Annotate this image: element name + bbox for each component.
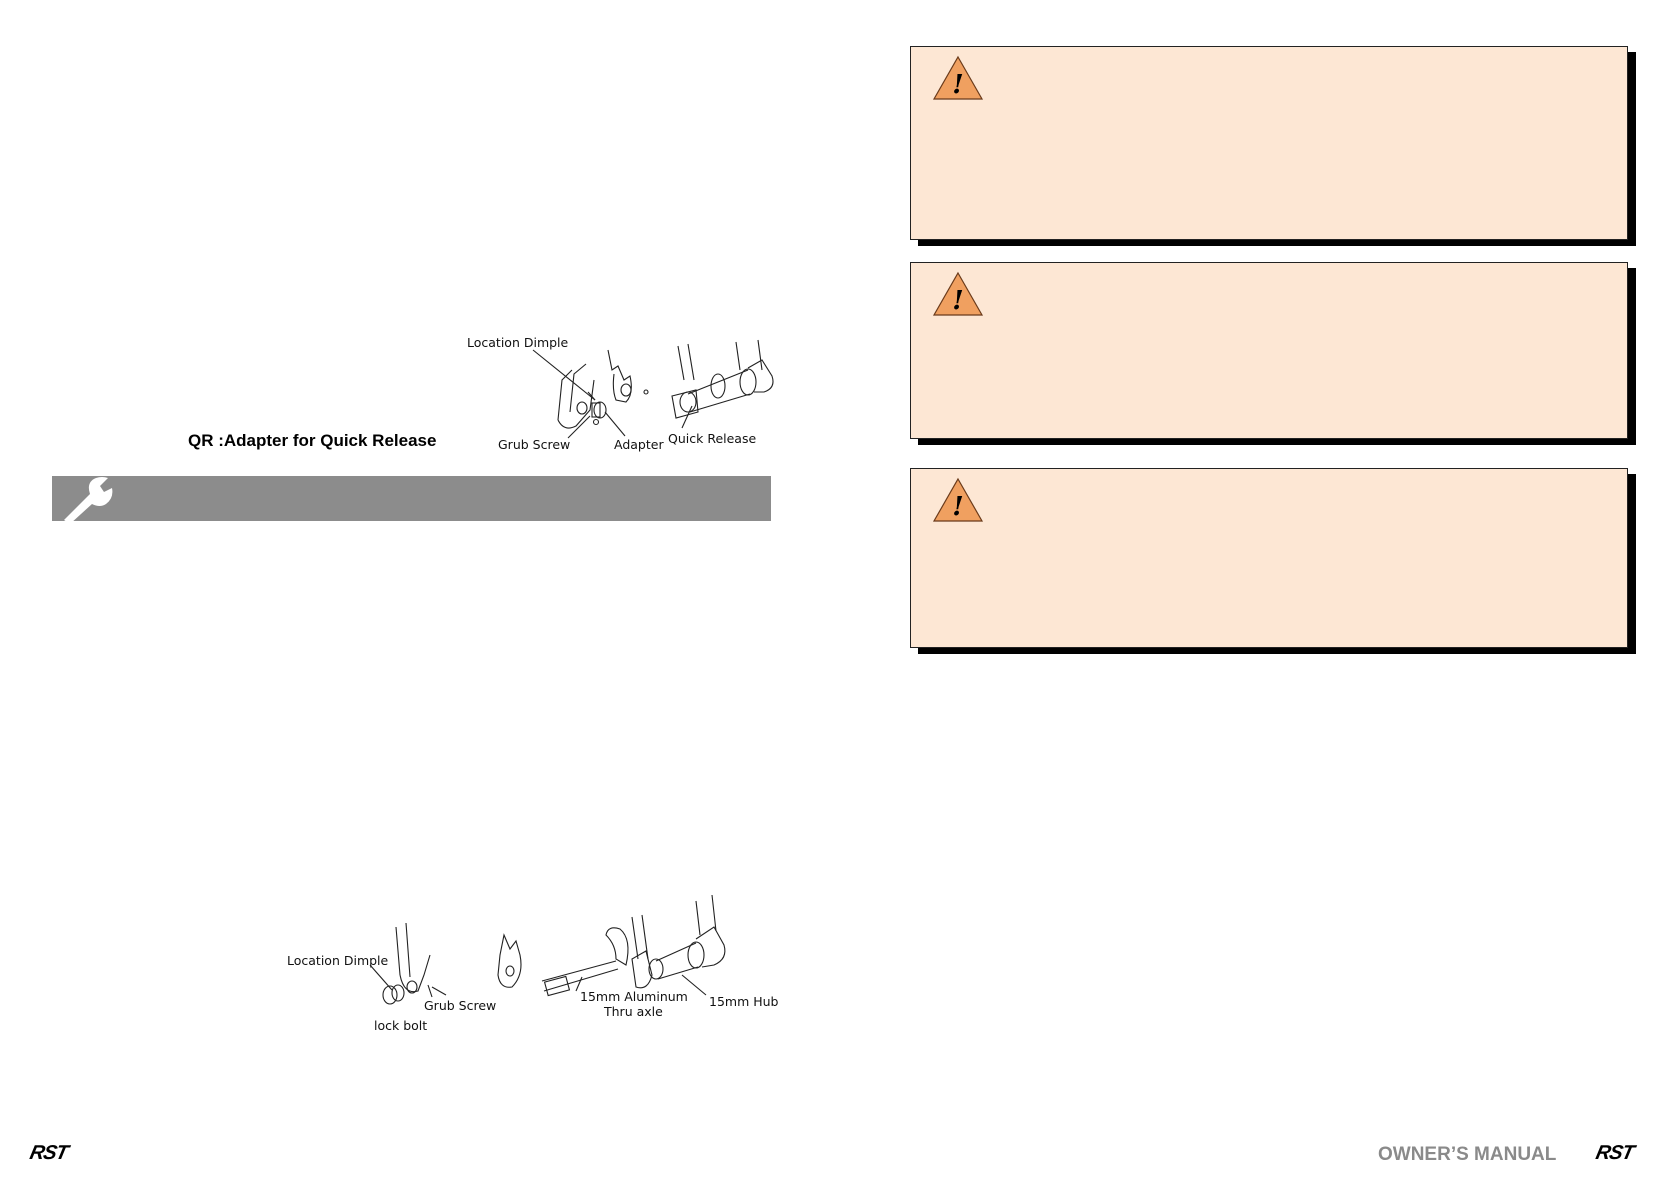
label-location-dimple: Location Dimple: [467, 335, 569, 350]
label-axle-line1: 15mm Aluminum: [580, 989, 688, 1004]
label-location-dimple-2: Location Dimple: [287, 953, 389, 968]
rst-logo-right: RST: [1593, 1142, 1636, 1164]
warning-box-2: [910, 262, 1628, 439]
label-grub-screw: Grub Screw: [498, 437, 571, 452]
wrench-icon: [60, 476, 120, 521]
label-grub-screw-2: Grub Screw: [424, 998, 497, 1013]
label-adapter: Adapter: [614, 437, 664, 452]
rst-logo-left: RST: [27, 1142, 70, 1164]
warning-triangle-icon: [932, 271, 984, 317]
thru-axle-drawing: [370, 895, 780, 1015]
qr-caption: QR :Adapter for Quick Release: [188, 431, 437, 450]
qr-drawing: [500, 340, 810, 450]
label-axle-line2: Thru axle: [604, 1004, 663, 1019]
label-lock-bolt: lock bolt: [374, 1018, 428, 1033]
warning-symbol: !: [952, 492, 964, 522]
warning-triangle-icon: [932, 55, 984, 101]
warning-symbol: !: [952, 286, 964, 316]
warning-box-1: [910, 46, 1628, 240]
warning-triangle-icon: [932, 477, 984, 523]
warning-symbol: !: [952, 70, 964, 100]
section-header-bar: [52, 476, 771, 521]
label-quick-release: Quick Release: [668, 431, 757, 446]
owners-manual-title: OWNER’S MANUAL: [1378, 1144, 1557, 1165]
warning-box-3: [910, 468, 1628, 648]
label-15mm-hub: 15mm Hub: [709, 994, 779, 1009]
